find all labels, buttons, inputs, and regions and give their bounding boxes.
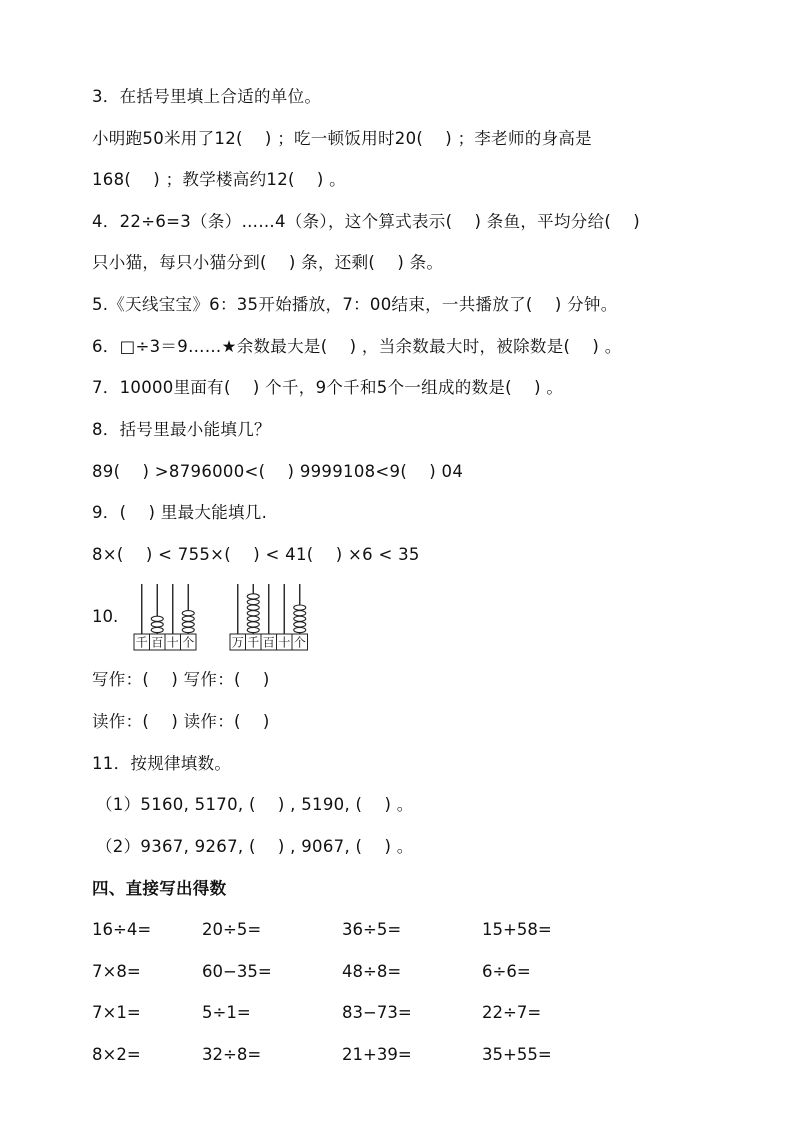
q4-line2: 只小猫，每只小猫分到( ) 条，还剩( ) 条。 (92, 253, 444, 272)
calc-item: 21+39= (342, 1045, 412, 1064)
section4-title: 四、直接写出得数 (92, 879, 227, 898)
q9-title: 9．( ) 里最大能填几. (92, 503, 268, 522)
abacus-place-label: 万 (231, 635, 244, 650)
abacus-bead (151, 622, 163, 627)
q9-line: 8×( ) < 755×( ) < 41( ) ×6 < 35 (92, 545, 420, 564)
abacus-place-label: 百 (151, 635, 164, 650)
abacus-1 (132, 582, 212, 654)
abacus-bead (247, 616, 259, 621)
abacus-bead (151, 616, 163, 621)
q8-title: 8．括号里最小能填几？ (92, 420, 271, 439)
abacus-bead (294, 611, 306, 616)
abacus-bead (247, 594, 259, 599)
abacus-place-label: 个 (182, 635, 195, 650)
calc-item: 22÷7= (482, 1003, 542, 1022)
abacus-2 (228, 582, 328, 654)
abacus-bead (247, 622, 259, 627)
abacus-bead (247, 611, 259, 616)
calc-item: 5÷1= (202, 1003, 251, 1022)
q4-line1: 4．22÷6=3（条）……4（条），这个算式表示( ) 条鱼，平均分给( ) (92, 212, 641, 231)
abacus-bead (182, 627, 194, 632)
q11-title: 11．按规律填数。 (92, 754, 232, 773)
calc-item: 7×8= (92, 962, 141, 981)
calc-item: 6÷6= (482, 962, 531, 981)
q10-read-line: 读作：( ) 读作：( ) (92, 712, 270, 731)
abacus-bead (294, 622, 306, 627)
calc-item: 32÷8= (202, 1045, 262, 1064)
calc-item: 60−35= (202, 962, 272, 981)
q8-line: 89( ) >8796000<( ) 9999108<9( ) 04 (92, 462, 464, 481)
abacus-bead (294, 627, 306, 632)
abacus-bead (247, 599, 259, 604)
calc-item: 48÷8= (342, 962, 402, 981)
abacus-bead (182, 622, 194, 627)
q11-line1: （1）5160, 5170, ( ) , 5190, ( ) 。 (96, 795, 414, 814)
abacus-bead (182, 616, 194, 621)
abacus-place-label: 千 (135, 635, 148, 650)
q3-line1: 小明跑50米用了12( ) ；吃一顿饭用时20( ) ；李老师的身高是 (92, 129, 592, 148)
calc-item: 8×2= (92, 1045, 141, 1064)
q3-line2: 168( ) ；教学楼高约12( ) 。 (92, 170, 346, 189)
abacus-place-label: 千 (247, 635, 260, 650)
calc-item: 7×1= (92, 1003, 141, 1022)
calc-item: 35+55= (482, 1045, 552, 1064)
q11-line2: （2）9367, 9267, ( ) , 9067, ( ) 。 (96, 837, 414, 856)
q5-line: 5.《天线宝宝》6：35开始播放，7：00结束，一共播放了( ) 分钟。 (92, 295, 618, 314)
abacus-place-label: 十 (166, 635, 179, 650)
calc-item: 20÷5= (202, 920, 262, 939)
abacus-bead (294, 616, 306, 621)
q3-title: 3．在括号里填上合适的单位。 (92, 87, 322, 106)
calc-item: 16÷4= (92, 920, 152, 939)
calc-item: 15+58= (482, 920, 552, 939)
q7-line: 7．10000里面有( ) 个千，9个千和5个一组成的数是( ) 。 (92, 378, 564, 397)
abacus-bead (247, 605, 259, 610)
q10-write-line: 写作：( ) 写作：( ) (92, 670, 270, 689)
abacus-place-label: 十 (278, 635, 291, 650)
q6-line: 6．□÷3＝9……★余数最大是( ) ，当余数最大时，被除数是( ) 。 (92, 337, 622, 356)
abacus-bead (294, 605, 306, 610)
calc-item: 36÷5= (342, 920, 402, 939)
abacus-place-label: 百 (262, 635, 275, 650)
calc-item: 83−73= (342, 1003, 412, 1022)
abacus-bead (151, 627, 163, 632)
abacus-place-label: 个 (293, 635, 306, 650)
abacus-bead (182, 611, 194, 616)
abacus-bead (247, 627, 259, 632)
q10-number: 10. (92, 607, 119, 626)
